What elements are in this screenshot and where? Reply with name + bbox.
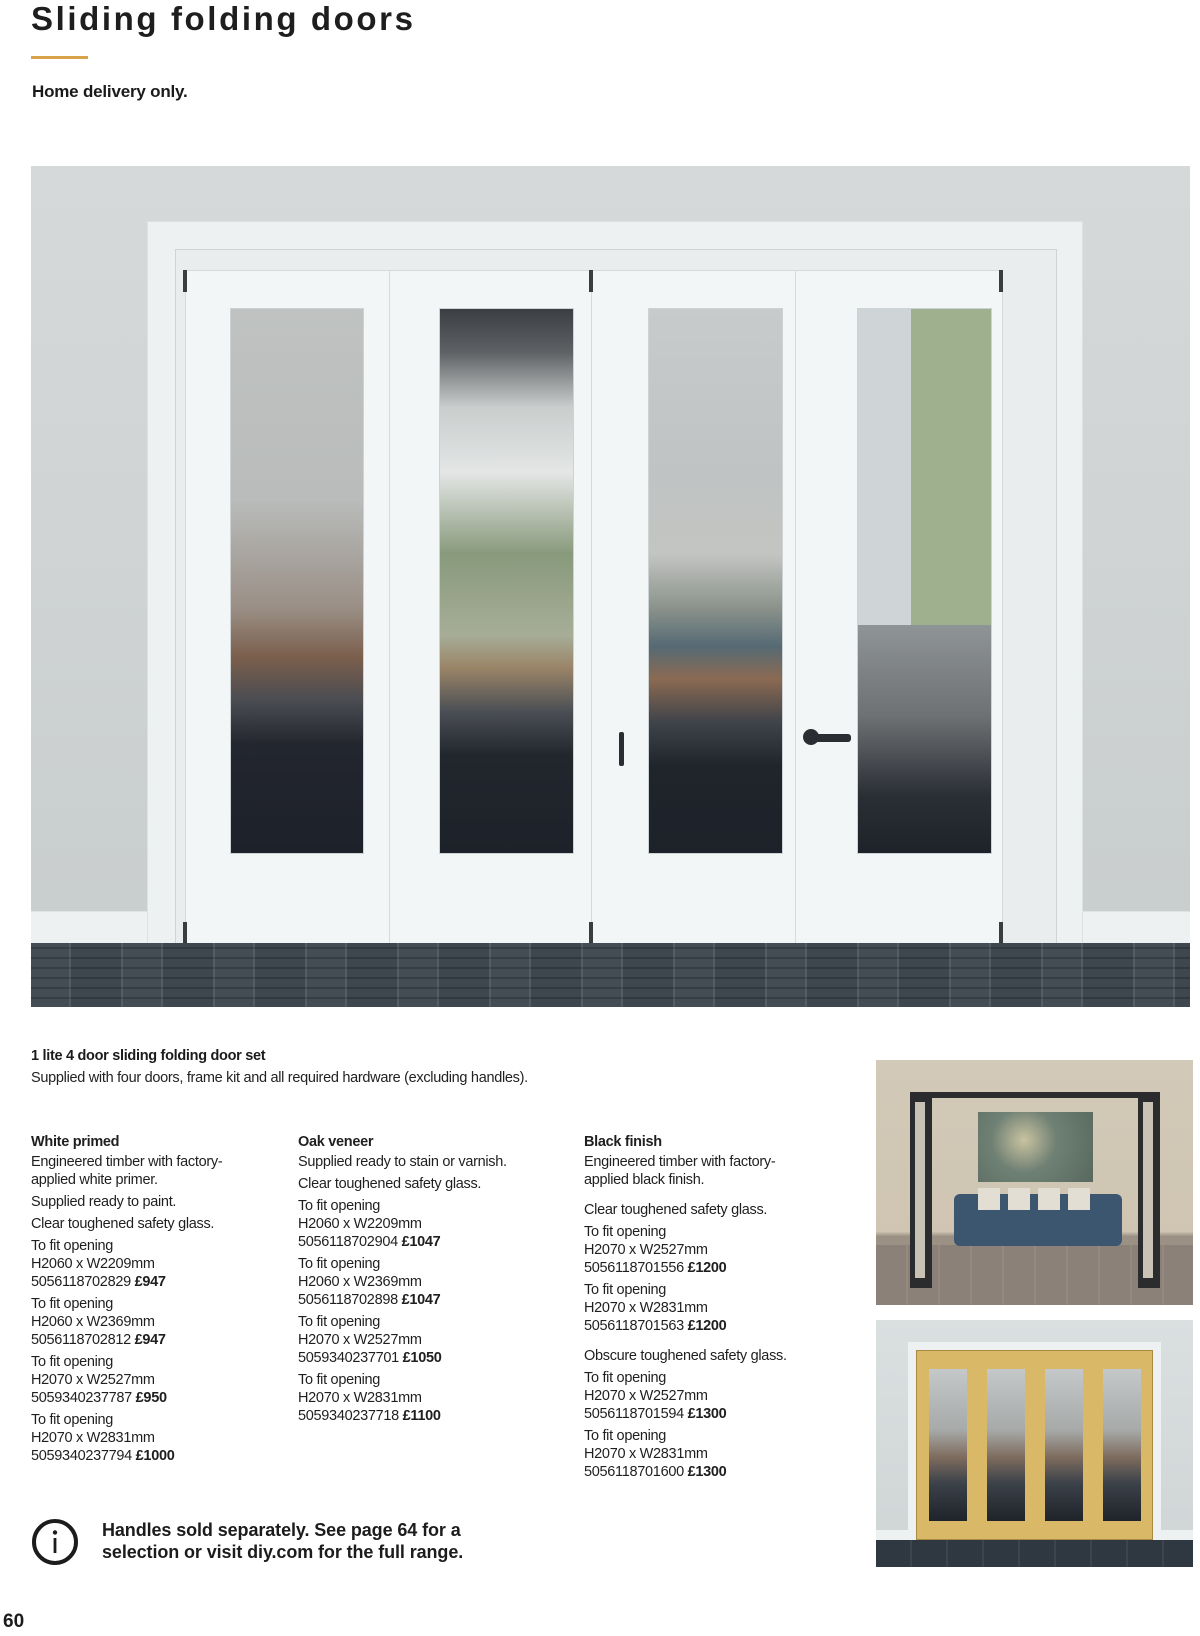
handles-note-line-1: Handles sold separately. See page 64 for a [102,1520,461,1540]
option-size: H2060 x W2369mm [298,1274,422,1290]
glass-pane-3 [648,308,783,854]
option-label: To fit opening [31,1412,114,1428]
wood-floor [31,943,1190,1007]
product-code: 5056118701594 [584,1406,684,1422]
size-option [31,1411,301,1465]
glass-pane [1103,1369,1141,1521]
size-option [584,1369,854,1423]
price: £947 [134,1332,166,1348]
option-label: To fit opening [584,1224,667,1240]
product-code: 5056118702898 [298,1292,398,1308]
option-size: H2070 x W2527mm [298,1332,422,1348]
finish-name: Oak veneer [298,1134,374,1150]
glass-pane-2 [439,308,574,854]
option-label: To fit opening [584,1370,667,1386]
option-size: H2070 x W2831mm [298,1390,422,1406]
price: £1047 [401,1292,441,1308]
size-option [298,1197,568,1251]
folded-door-right [1138,1092,1160,1288]
price: £1050 [402,1350,442,1366]
option-label: To fit opening [298,1372,381,1388]
oak-veneer-door-photo [876,1320,1193,1567]
skirting-board-right [1075,911,1190,943]
option-label: To fit opening [584,1428,667,1444]
delivery-note: Home delivery only. [32,82,188,101]
option-label: To fit opening [31,1238,114,1254]
hinge-icon [999,270,1003,292]
size-option [584,1281,854,1335]
option-size: H2060 x W2209mm [298,1216,422,1232]
finish-column-white-primed [31,1133,301,1469]
accent-rule [31,56,88,59]
size-option [31,1237,301,1291]
hinge-icon [183,922,187,944]
finish-detail: Clear toughened safety glass. [31,1216,215,1232]
glass-pane [1045,1369,1083,1521]
price: £1000 [135,1448,175,1464]
option-size: H2070 x W2527mm [584,1388,708,1404]
option-size: H2070 x W2831mm [584,1300,708,1316]
handles-note-line-2: selection or visit diy.com for the full range. [102,1542,464,1562]
finish-column-black-finish [584,1133,854,1485]
glass-pane [929,1369,967,1521]
glass-pane-1 [230,308,364,854]
size-option [584,1427,854,1481]
option-label: To fit opening [31,1296,114,1312]
oak-door-set [916,1350,1153,1540]
option-size: H2070 x W2527mm [584,1242,708,1258]
black-door-frame [910,1092,1160,1288]
size-option [584,1223,854,1277]
wood-floor [876,1540,1193,1567]
black-finish-door-photo [876,1060,1193,1305]
size-option [31,1295,301,1349]
option-size: H2070 x W2527mm [31,1372,155,1388]
hinge-icon [183,270,187,292]
finish-name: White primed [31,1134,120,1150]
hero-door-image [31,166,1190,1007]
finish-name: Black finish [584,1134,662,1150]
size-option [298,1313,568,1367]
size-option [298,1255,568,1309]
size-option [298,1371,568,1425]
glass-type: Clear toughened safety glass. [584,1202,768,1218]
handles-note [102,1519,463,1563]
product-code: 5059340237794 [31,1448,132,1464]
price: £1300 [687,1406,727,1422]
price: £1047 [401,1234,441,1250]
finish-detail: Clear toughened safety glass. [298,1176,482,1192]
option-label: To fit opening [298,1314,381,1330]
finish-detail: Supplied ready to paint. [31,1194,177,1210]
product-code: 5059340237787 [31,1390,132,1406]
finish-detail: Engineered timber with factory-applied white primer. [31,1154,223,1188]
price: £1200 [687,1318,727,1334]
size-option [31,1353,301,1407]
hinge-icon [589,922,593,944]
hinge-icon [999,922,1003,944]
price: £1200 [687,1260,727,1276]
info-icon [31,1518,79,1566]
option-size: H2070 x W2831mm [31,1430,155,1446]
product-description: Supplied with four doors, frame kit and all required hardware (excluding handles). [31,1070,528,1086]
option-size: H2060 x W2369mm [31,1314,155,1330]
option-label: To fit opening [298,1198,381,1214]
lever-handle-icon [807,734,851,742]
hinge-icon [589,270,593,292]
product-code: 5056118701563 [584,1318,684,1334]
finish-detail: Engineered timber with factory-applied black finish. [584,1154,776,1188]
option-size: H2070 x W2831mm [584,1446,708,1462]
glass-pane-4 [857,308,992,854]
product-code: 5059340237701 [298,1350,399,1366]
folded-door-left [910,1092,932,1288]
product-code: 5056118702812 [31,1332,131,1348]
product-title: 1 lite 4 door sliding folding door set [31,1048,266,1064]
glass-pane [987,1369,1025,1521]
page-number: 60 [3,1611,25,1632]
product-code: 5056118702829 [31,1274,131,1290]
product-code: 5056118701556 [584,1260,684,1276]
skirting-board-left [31,911,149,943]
product-code: 5056118702904 [298,1234,398,1250]
page-title: Sliding folding doors [31,0,416,37]
product-code: 5059340237718 [298,1408,399,1424]
price: £1300 [687,1464,727,1480]
glass-type: Obscure toughened safety glass. [584,1348,787,1364]
product-code: 5056118701600 [584,1464,684,1480]
option-label: To fit opening [298,1256,381,1272]
price: £1100 [402,1408,441,1424]
finish-detail: Supplied ready to stain or varnish. [298,1154,507,1170]
price: £950 [135,1390,167,1406]
finish-column-oak-veneer [298,1133,568,1429]
flush-pull-icon [619,732,624,766]
option-size: H2060 x W2209mm [31,1256,155,1272]
price: £947 [134,1274,166,1290]
option-label: To fit opening [31,1354,114,1370]
option-label: To fit opening [584,1282,667,1298]
